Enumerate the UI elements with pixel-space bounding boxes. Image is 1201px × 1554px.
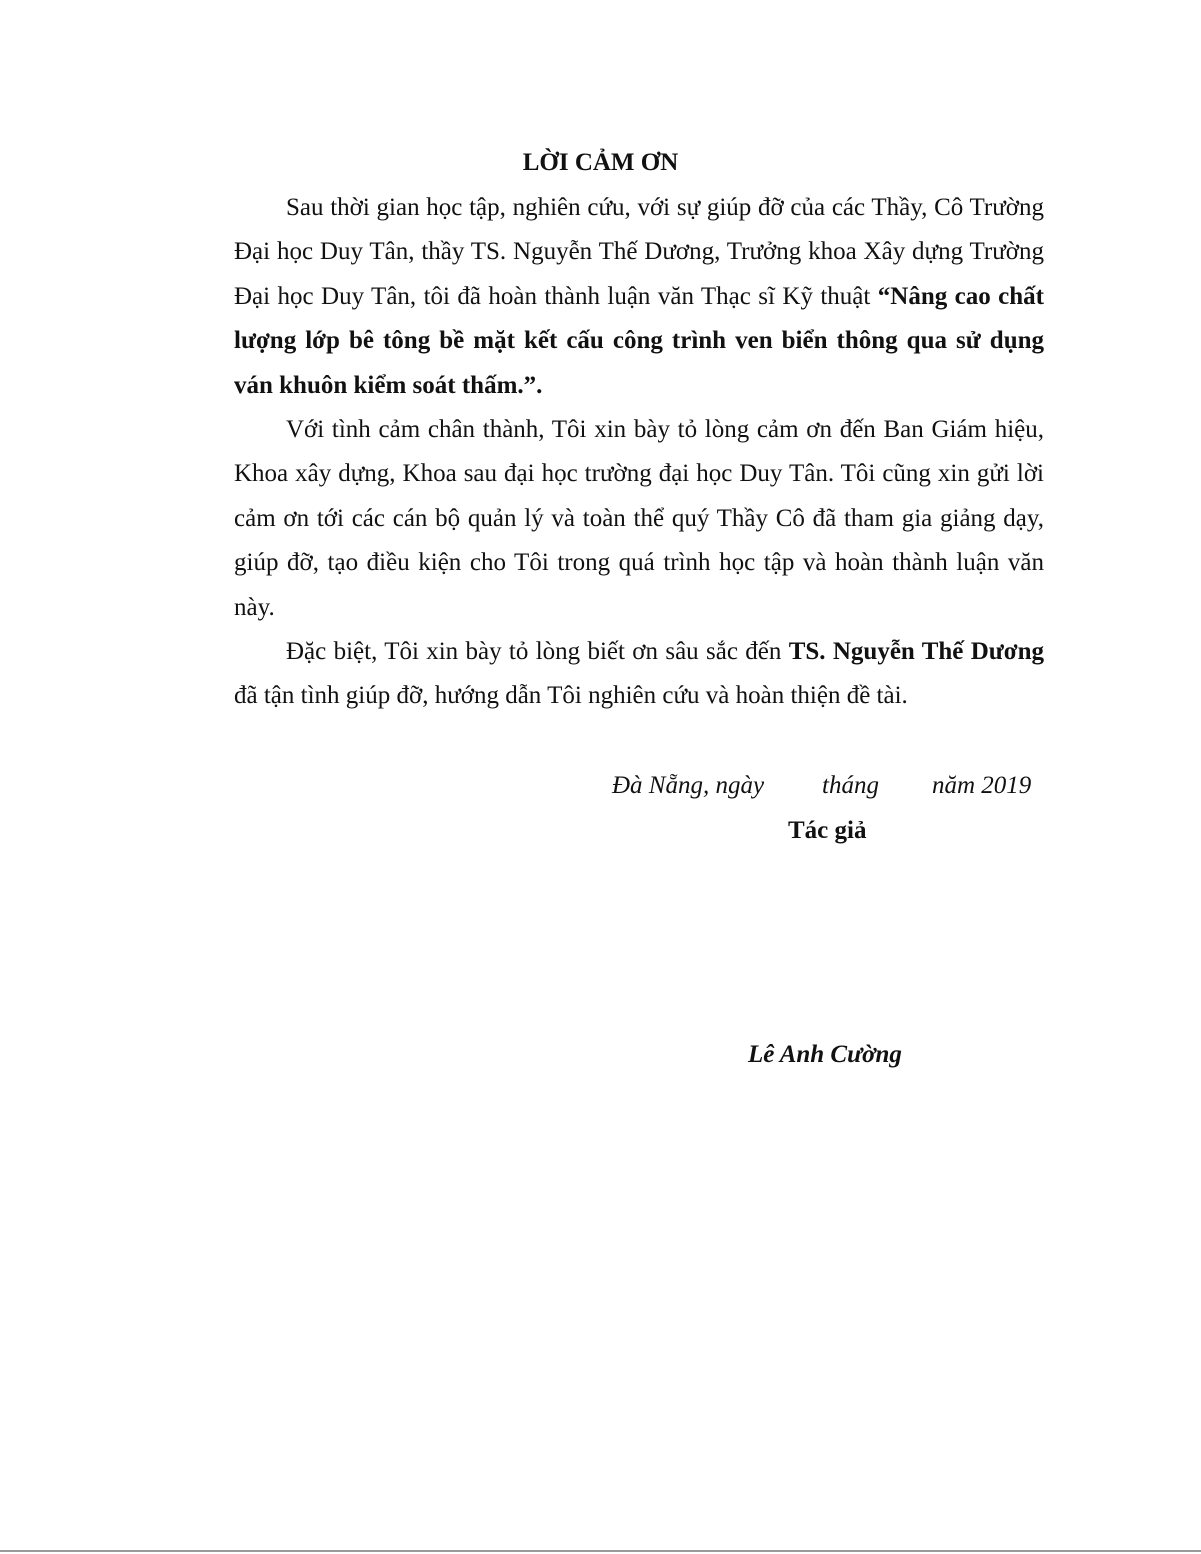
date-place-day: Đà Nẵng, ngày bbox=[612, 772, 765, 799]
special-thanks-text: Đặc biệt, Tôi xin bày tỏ lòng biết ơn sâu sắc đến bbox=[286, 638, 782, 665]
intro-text: Sau thời gian học tập, nghiên cứu, với sự giúp đỡ của các Thầy, Cô Trường Đại học Duy Tân, thầy TS. Nguyễn Thế Dương, Trưởng khoa Xây dựng Trường Đại học Duy Tân, tôi đã hoàn thành luận văn Thạc sĩ Kỹ thuật bbox=[234, 194, 1044, 310]
paragraph-intro bbox=[234, 186, 1044, 408]
advisor-name: TS. Nguyễn Thế Dương bbox=[788, 638, 1045, 665]
paragraph-thanks: Với tình cảm chân thành, Tôi xin bày tỏ lòng cảm ơn đến Ban Giám hiệu, Khoa xây dựng, Khoa sau đại học trường đại học Duy Tân. Tôi cũng xin gửi lời cảm ơn tới các cán bộ quản lý và toàn thể quý Thầy Cô đã tham gia giảng dạy, giúp đỡ, tạo điều kiện cho Tôi trong quá trình học tập và hoàn thành luận văn này. bbox=[234, 416, 1044, 621]
thesis-title: “Nâng cao chất lượng lớp bê tông bề mặt kết cấu công trình ven biển thông qua sử dụng ván khuôn kiểm soát thấm.”. bbox=[234, 282, 1044, 399]
author-name: Lê Anh Cường bbox=[748, 1041, 902, 1068]
page-bottom-border bbox=[0, 1550, 1201, 1552]
date-line bbox=[0, 768, 1201, 804]
date-year: năm 2019 bbox=[932, 772, 1032, 799]
paragraph-special-thanks bbox=[234, 630, 1044, 719]
special-thanks-text-end: đã tận tình giúp đỡ, hướng dẫn Tôi nghiên cứu và hoàn thiện đề tài. bbox=[234, 682, 908, 710]
author-role-label: Tác giả bbox=[788, 817, 867, 844]
page-title: LỜI CẢM ƠN bbox=[522, 149, 679, 176]
date-month: tháng bbox=[822, 772, 879, 799]
